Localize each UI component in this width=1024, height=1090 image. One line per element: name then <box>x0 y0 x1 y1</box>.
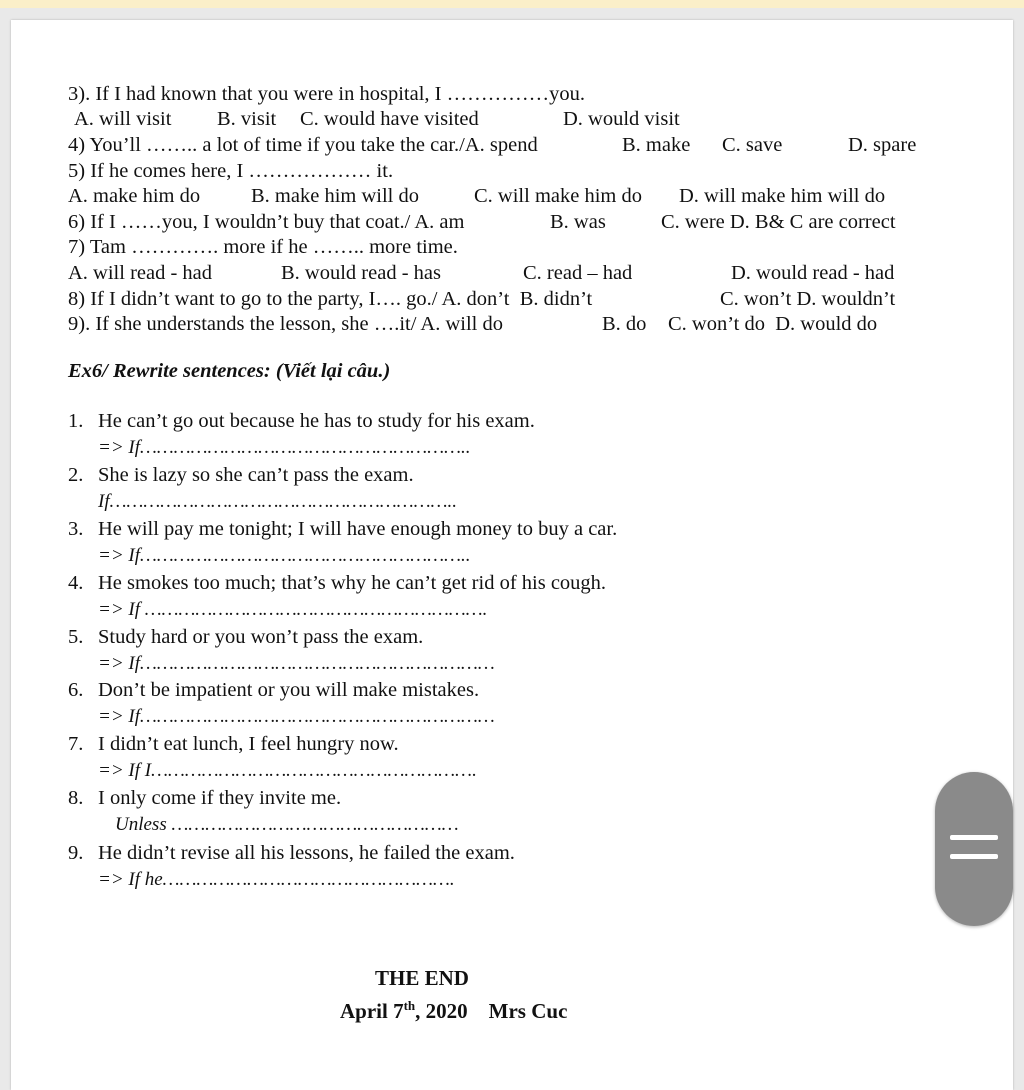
question-3-option-a: A. will visit <box>74 108 172 130</box>
ex6-item-5-sentence: Study hard or you won’t pass the exam. <box>98 626 424 648</box>
question-7-option-a: A. will read - had <box>68 262 213 284</box>
question-5-option-c: C. will make him do <box>474 185 642 207</box>
question-5-option-b: B. make him will do <box>251 185 419 207</box>
ex6-item-8-number: 8. <box>68 787 84 809</box>
grip-line-icon <box>950 835 998 840</box>
grip-line-icon <box>950 854 998 859</box>
ex6-item-2-number: 2. <box>68 464 84 486</box>
ex6-item-4-sentence: He smokes too much; that’s why he can’t get rid of his cough. <box>98 572 607 594</box>
ex6-item-9-sentence: He didn’t revise all his lessons, he failed the exam. <box>98 842 515 864</box>
ex6-item-6-number: 6. <box>68 679 84 701</box>
document-page <box>11 20 1013 1090</box>
question-3-option-d: D. would visit <box>563 108 680 130</box>
date-superscript: th <box>403 998 416 1013</box>
question-6-option-cd: C. were D. B& C are correct <box>661 211 896 233</box>
ex6-item-2-answer-line: If…………………………………………………….. <box>98 491 457 512</box>
ex6-item-5-answer-line: => If……………………………………………………… <box>98 653 495 674</box>
ex6-item-4-number: 4. <box>68 572 84 594</box>
ex6-item-1-sentence: He can’t go out because he has to study for his exam. <box>98 410 535 432</box>
question-8-stem: 8) If I didn’t want to go to the party, I…. go./ A. don’t B. didn’t <box>68 288 593 310</box>
question-4-option-c: C. save <box>722 134 783 156</box>
date-author-line <box>340 998 567 1024</box>
ex6-item-7-answer-line: => If I…………………………………………………. <box>98 760 477 781</box>
ex6-item-1-number: 1. <box>68 410 84 432</box>
ex6-item-1-answer-line: => If………………………………………………….. <box>98 437 471 458</box>
question-6-stem: 6) If I ……you, I wouldn’t buy that coat./ A. am <box>68 211 465 233</box>
top-status-bar <box>0 0 1024 8</box>
ex6-item-7-sentence: I didn’t eat lunch, I feel hungry now. <box>98 733 399 755</box>
question-9-option-cd: C. won’t do D. would do <box>668 313 878 335</box>
question-5-option-d: D. will make him will do <box>679 185 886 207</box>
scroll-handle[interactable] <box>935 772 1013 926</box>
question-6-option-b: B. was <box>550 211 606 233</box>
question-7-stem: 7) Tam …………. more if he …….. more time. <box>68 236 458 258</box>
ex6-item-8-answer-line: Unless …………………………………………… <box>115 814 459 835</box>
question-3-stem: 3). If I had known that you were in hospital, I ……………you. <box>68 83 585 105</box>
ex6-heading: Ex6/ Rewrite sentences: (Viết lại câu.) <box>68 360 391 382</box>
question-7-option-b: B. would read - has <box>281 262 441 284</box>
ex6-item-7-number: 7. <box>68 733 84 755</box>
date-prefix: April 7 <box>340 999 404 1023</box>
ex6-item-6-answer-line: => If……………………………………………………… <box>98 706 495 727</box>
question-4-stem: 4) You’ll …….. a lot of time if you take the car./A. spend <box>68 134 538 156</box>
ex6-item-3-number: 3. <box>68 518 84 540</box>
question-9-option-b: B. do <box>602 313 647 335</box>
question-4-option-d: D. spare <box>848 134 917 156</box>
question-8-option-cd: C. won’t D. wouldn’t <box>720 288 896 310</box>
ex6-item-8-sentence: I only come if they invite me. <box>98 787 342 809</box>
question-7-option-d: D. would read - had <box>731 262 895 284</box>
ex6-item-5-number: 5. <box>68 626 84 648</box>
the-end-label: THE END <box>375 966 469 990</box>
question-4-option-b: B. make <box>622 134 691 156</box>
question-5-option-a: A. make him do <box>68 185 201 207</box>
ex6-item-4-answer-line: => If ……………………………………………………. <box>98 599 488 620</box>
question-5-stem: 5) If he comes here, I ……………… it. <box>68 160 394 182</box>
ex6-item-3-answer-line: => If………………………………………………….. <box>98 545 471 566</box>
question-3-option-b: B. visit <box>217 108 277 130</box>
date-suffix: , 2020 Mrs Cuc <box>415 999 568 1023</box>
question-9-stem: 9). If she understands the lesson, she ….it/ A. will do <box>68 313 504 335</box>
question-7-option-c: C. read – had <box>523 262 633 284</box>
ex6-item-6-sentence: Don’t be impatient or you will make mistakes. <box>98 679 480 701</box>
ex6-item-2-sentence: She is lazy so she can’t pass the exam. <box>98 464 414 486</box>
ex6-item-3-sentence: He will pay me tonight; I will have enough money to buy a car. <box>98 518 618 540</box>
ex6-item-9-answer-line: => If he……………………………………………. <box>98 869 455 890</box>
question-3-option-c: C. would have visited <box>300 108 479 130</box>
ex6-item-9-number: 9. <box>68 842 84 864</box>
